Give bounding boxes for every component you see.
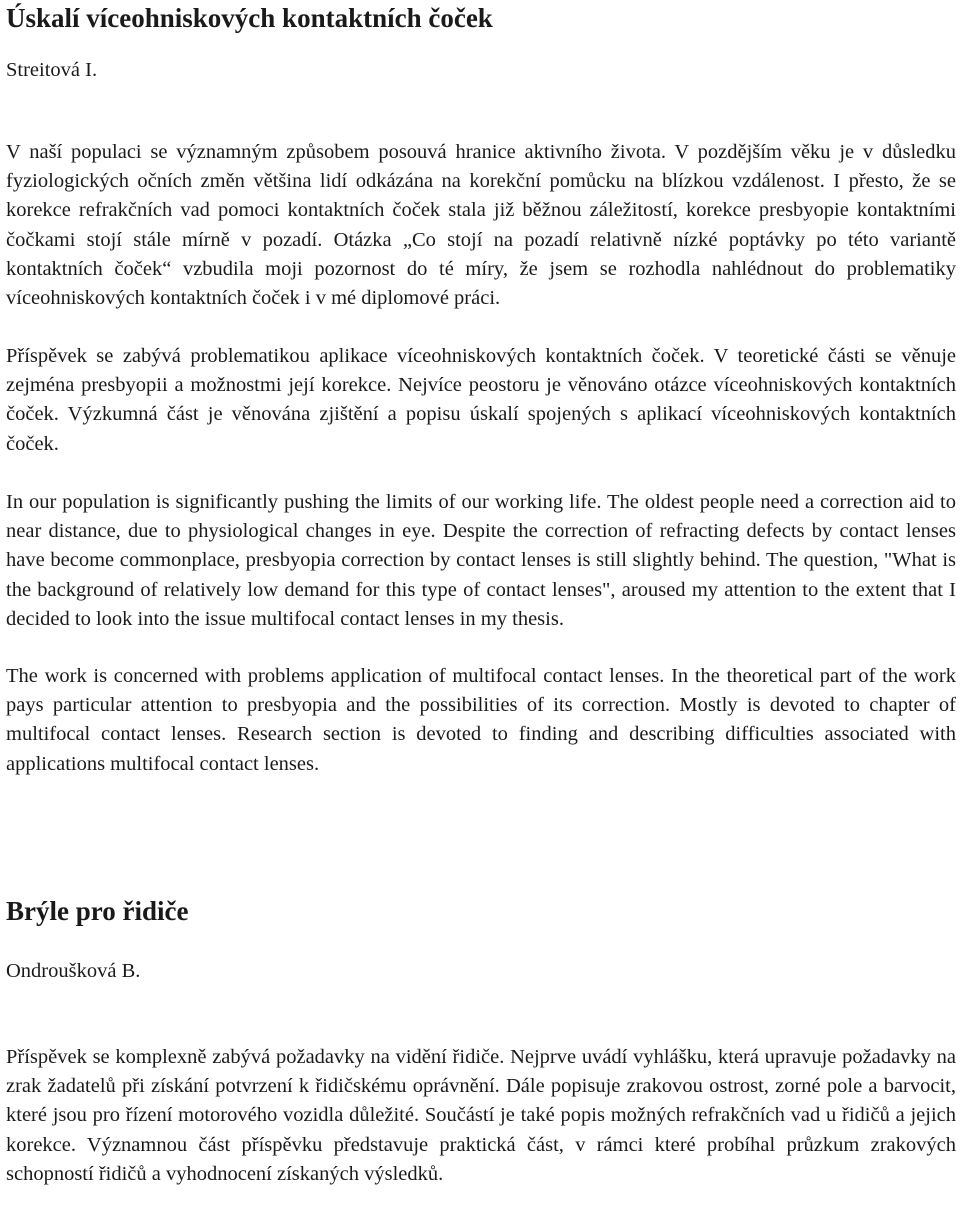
abstract-czech-paragraph: Příspěvek se zabývá problematikou aplikace víceohniskových kontaktních čoček. V teoretické části se věnuje zejména presbyopii a možnostmi její korekce. Nejvíce peostoru je věnováno otázce víceohniskových kontaktních čoček. Výzkumná část je věnována zjištění a popisu úskalí spojených s aplikací víceohniskových kontaktních čoček. xyxy=(6,345,956,455)
article-author: Ondroušková B. xyxy=(6,960,141,982)
article-title: Brýle pro řidiče xyxy=(6,896,189,926)
abstract-english-paragraph: In our population is significantly pushing the limits of our working life. The oldest people need a correction aid to near distance, due to physiological changes in eye. Despite the correction of refracting defects by contact lenses have become commonplace, presbyopia correction by contact lenses is still slightly behind. The question, "What is the background of relatively low demand for this type of contact lenses", aroused my attention to the extent that I decided to look into the issue multifocal contact lenses in my thesis. xyxy=(6,491,956,630)
abstract-english-paragraph: The work is concerned with problems application of multifocal contact lenses. In the theoretical part of the work pays particular attention to presbyopia and the possibilities of its correction. Mostly is devoted to chapter of multifocal contact lenses. Research section is devoted to finding and describing difficulties associated with applications multifocal contact lenses. xyxy=(6,665,956,775)
abstract-czech-paragraph: V naší populaci se významným způsobem posouvá hranice aktivního života. V pozdějším věku je v důsledku fyziologických očních změn většina lidí odkázána na korekční pomůcku na blízkou vzdálenost. I přesto, že se korekce refrakčních vad pomoci kontaktních čoček stala již běžnou záležitostí, korekce presbyopie kontaktními čočkami stojí stále mírně v pozadí. Otázka „Co stojí na pozadí relativně nízké poptávky po této variantě kontaktních čoček“ vzbudila moji pozornost do té míry, že jsem se rozhodla nahlédnout do problematiky víceohniskových kontaktních čoček i v mé diplomové práci. xyxy=(6,141,956,310)
abstract-czech-paragraph: Příspěvek se komplexně zabývá požadavky na vidění řidiče. Nejprve uvádí vyhlášku, která upravuje požadavky na zrak žadatelů při získání potvrzení k řidičskému oprávnění. Dále popisuje zrakovou ostrost, zorné pole a barvocit, které jsou pro řízení motorového vozidla důležité. Součástí je také popis možných refrakčních vad u řidičů a jejich korekce. Významnou část příspěvku představuje praktická část, v rámci které probíhal průzkum zrakových schopností řidičů a vyhodnocení získaných výsledků. xyxy=(6,1046,956,1185)
article-title: Úskalí víceohniskových kontaktních čoček xyxy=(6,3,493,33)
article-author: Streitová I. xyxy=(6,59,98,81)
